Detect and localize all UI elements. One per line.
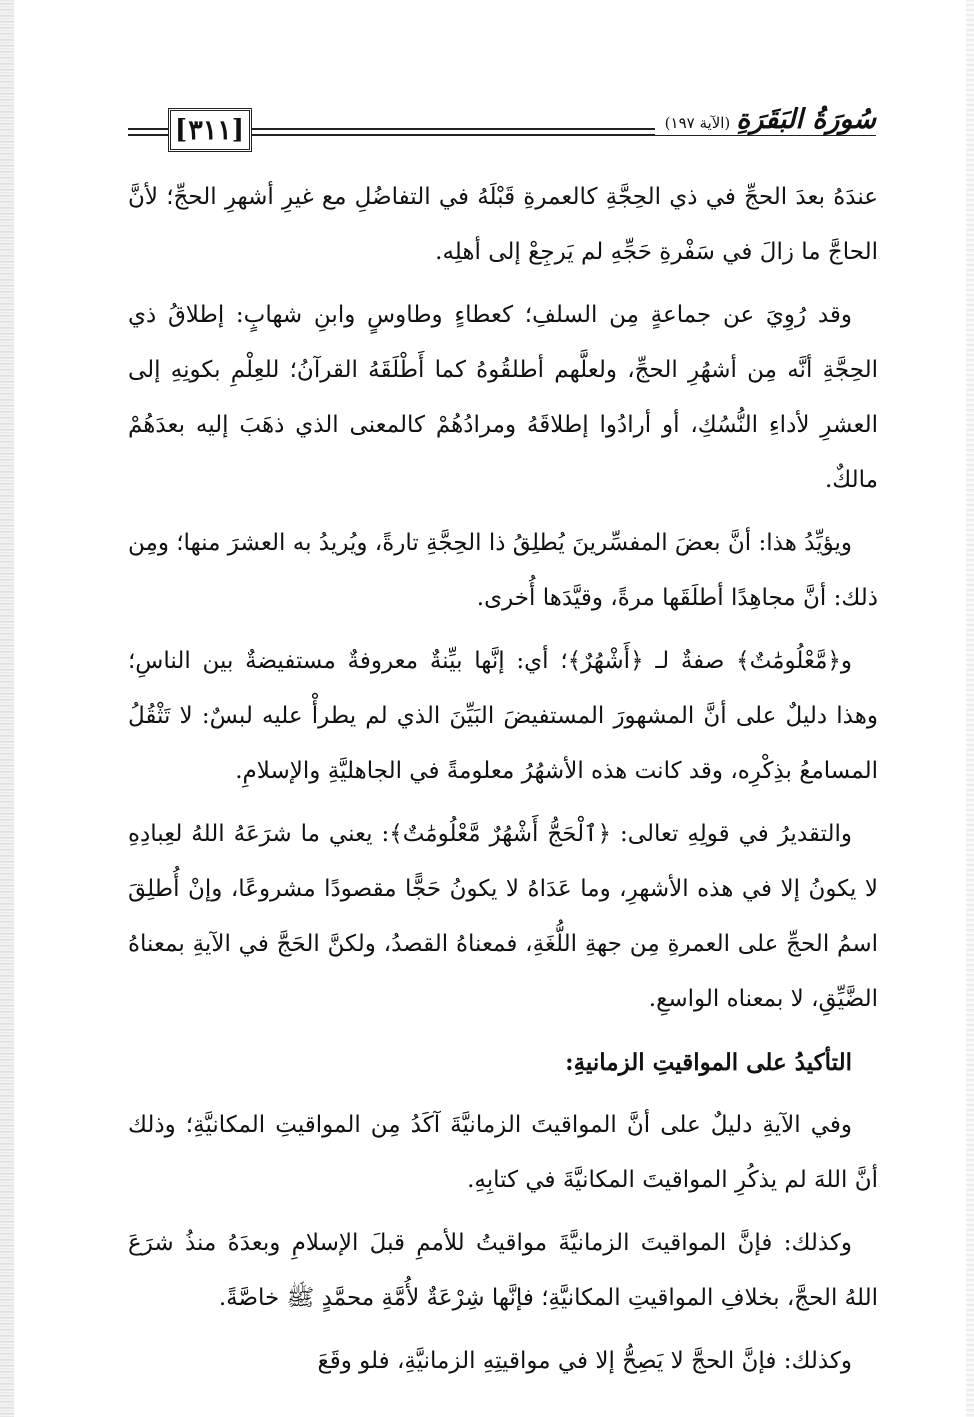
body-text (128, 170, 878, 1397)
page-number-box (168, 108, 252, 152)
running-title (655, 104, 876, 135)
scan-edge-left (0, 0, 14, 1417)
paragraph-salaf-reports: وقد رُوِيَ عن جماعةٍ مِن السلفِ؛ كعطاءٍ وطاوسٍ وابنِ شهابٍ: إطلاقُ ذي الحِجَّةِ أنَّه مِن أشهُرِ الحجِّ، ولعلَّهم أطلقُوهُ كما أَطْلَقَهُ القرآنُ؛ للعِلْمِ بكونِهِ إلى العشرِ لأداءِ النُّسُكِ، أو أرادُوا إطلاقَهُ ومرادُهُمْ كالمعنى الذي ذهَبَ إليه بعدَهُمْ مالكٌ. (128, 302, 878, 493)
surah-name: سُورَةُ البَقَرَةِ (736, 104, 876, 135)
ayah-reference: (الآية ١٩٧) (664, 114, 731, 132)
page-number: ٣١١ (188, 114, 232, 146)
paragraph-prior-nations: وكذلك: فإنَّ المواقيتَ الزمانيَّةَ مواقيتُ للأممِ قبلَ الإسلامِ وبعدَهُ منذُ شرَعَ اللهُ الحجَّ، بخلافِ المواقيتِ المكانيَّةِ؛ فإنَّها شِرْعَةٌ لأُمَّةِ محمَّدٍ ﷺ خاصَّةً. (128, 1230, 878, 1311)
bracket-close: ] (231, 115, 246, 145)
paragraph-malumat-description: و﴿مَّعْلُومَٰتٌ﴾ صفةٌ لـ ﴿أَشْهُرٌ﴾؛ أي: إنَّها بيِّنةٌ معروفةٌ مستفيضةٌ بين الناسِ؛ وهذا دليلٌ على أنَّ المشهورَ المستفيضَ البَيِّنَ الذي لم يطرأْ عليه لبسٌ: لا تَثْقُلُ المسامعُ بذِكْرِه، وقد كانت هذه الأشهُرُ معلومةً في الجاهليَّةِ والإسلامِ. (128, 648, 878, 784)
scan-edge-right (966, 0, 974, 1417)
paragraph-taqdir: والتقديرُ في قولِهِ تعالى: ﴿ٱلْحَجُّ أَشْهُرٌ مَّعْلُومَٰتٌ﴾: يعني ما شرَعَهُ اللهُ لعِبادِهِ لا يكونُ إلا في هذه الأشهرِ، وما عَدَاهُ لا يكونُ حَجًّا مقصودًا مشروعًا، وإنْ أُطلِقَ اسمُ الحجِّ على العمرةِ مِن جهةِ اللُّغَةِ، فمعناهُ القصدُ، ولكنَّ الحَجَّ في الآيةِ بمعناهُ الضَّيِّقِ، لا بمعناه الواسعِ. (128, 821, 878, 1012)
paragraph-validity: وكذلك: فإنَّ الحجَّ لا يَصِحُّ إلا في مواقيتِهِ الزمانيَّةِ، فلو وقَعَ (317, 1348, 852, 1374)
page-header (128, 104, 876, 156)
section-heading: التأكيدُ على المواقيتِ الزمانيةِ: (565, 1049, 852, 1076)
paragraph-continuation: عندَهُ بعدَ الحجِّ في ذي الحِجَّةِ كالعمرةِ قَبْلَهُ في التفاضُلِ مع غيرِ أشهرِ الحجِّ؛ لأنَّ الحاجَّ ما زالَ في سَفْرةِ حَجِّهِ لم يَرجِعْ إلى أهلِه. (128, 184, 878, 265)
paragraph-temporal-vs-spatial: وفي الآيةِ دليلٌ على أنَّ المواقيتَ الزمانيَّةَ آكَدُ مِن المواقيتِ المكانيَّةِ؛ وذلك أنَّ اللهَ لم يذكُرِ المواقيتَ المكانيَّةَ في كتابِهِ. (128, 1112, 878, 1193)
paragraph-mufassirun: ويؤيِّدُ هذا: أنَّ بعضَ المفسِّرينَ يُطلِقُ ذا الحِجَّةِ تارةً، ويُريدُ به العشرَ منها؛ ومِن ذلك: أنَّ مجاهِدًا أطلَقَها مرةً، وقيَّدَها أُخرى. (128, 530, 878, 611)
bracket-open: [ (174, 115, 189, 145)
